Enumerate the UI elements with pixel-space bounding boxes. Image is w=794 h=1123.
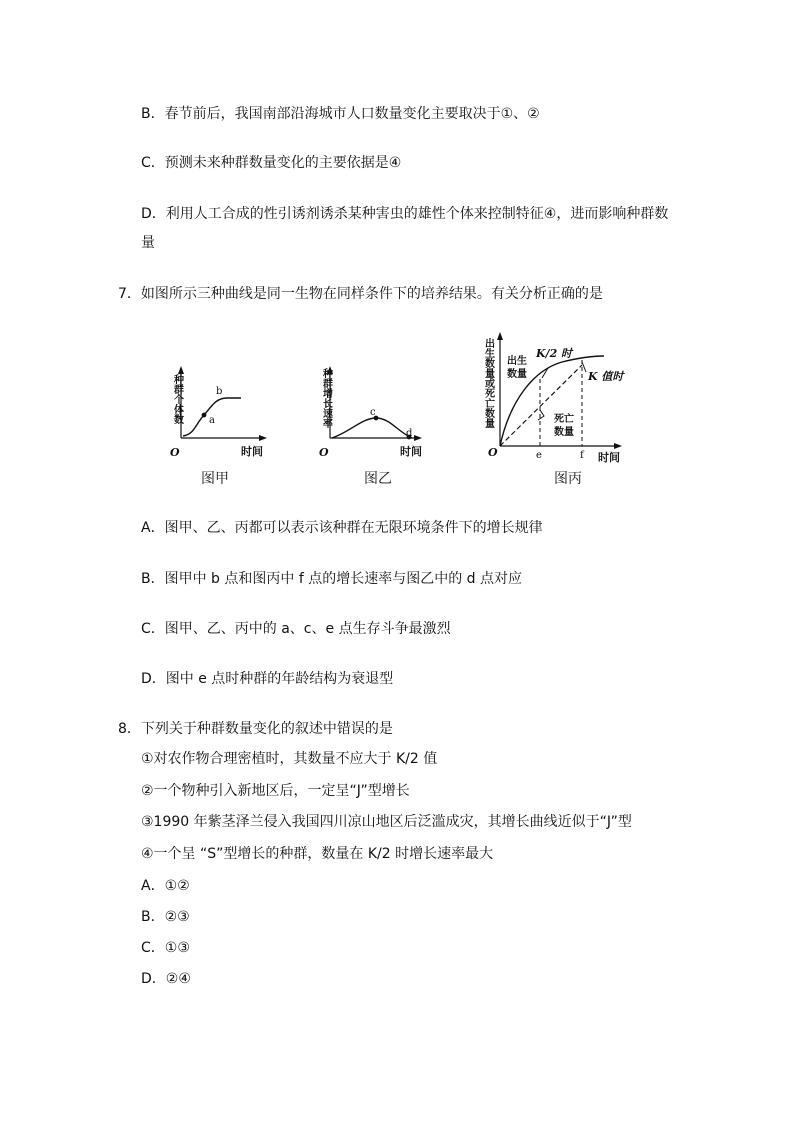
q8-option-c: C．①③ [141, 940, 190, 956]
bing-birth-label-1: 出生 [507, 356, 527, 367]
q7-option-c: C．图甲、乙、丙中的 a、c、e 点生存斗争最激烈 [141, 621, 451, 637]
bing-origin: O [488, 446, 498, 459]
bing-tick-f: f [580, 450, 584, 461]
q8-option-d: D．②④ [141, 971, 191, 987]
bing-k2-label: K/2 时 [536, 347, 573, 360]
yi-point-d-label: d [406, 428, 413, 439]
figure-bing [478, 330, 638, 490]
bing-x-label: 时间 [598, 451, 620, 464]
q6-option-c: C．预测未来种群数量变化的主要依据是④ [141, 155, 402, 171]
bing-k-label: K 值时 [588, 370, 624, 383]
bing-y-label: 出生数量或死亡数量 [482, 338, 494, 428]
jia-x-arrow [259, 435, 267, 441]
jia-origin: O [170, 446, 180, 459]
q6-option-d-line1: D．利用人工合成的性引诱剂诱杀某种害虫的雄性个体来控制特征④，进而影响种群数 [141, 206, 669, 222]
bing-death-pointer [538, 410, 544, 420]
q6-option-d-line2: 量 [141, 235, 155, 251]
jia-x-label: 时间 [241, 445, 263, 458]
q8-statement-3: ③1990 年紫茎泽兰侵入我国四川凉山地区后泛滥成灾，其增长曲线近似于“J”型 [141, 814, 632, 830]
bing-x-arrow [614, 443, 622, 449]
jia-y-arrow [178, 366, 184, 374]
q8-option-b: B．②③ [141, 909, 190, 925]
bing-y-arrow [497, 332, 503, 340]
bing-tick-e: e [536, 450, 542, 461]
jia-point-a-label: a [209, 415, 215, 426]
bing-k-pointer [582, 362, 586, 372]
yi-caption: 图乙 [364, 471, 392, 487]
yi-x-label: 时间 [400, 445, 422, 458]
q7-stem: 7．如图所示三种曲线是同一生物在同样条件下的培养结果。有关分析正确的是 [118, 286, 603, 302]
bing-birth-label-2: 数量 [507, 369, 527, 380]
yi-curve [332, 418, 412, 438]
yi-y-label: 种群增长速率 [320, 368, 332, 428]
q8-option-a: A．①② [141, 878, 190, 894]
q8-stem: 8．下列关于种群数量变化的叙述中错误的是 [118, 721, 393, 737]
bing-caption: 图丙 [554, 471, 582, 487]
jia-point-a [202, 413, 207, 418]
figure-yi [312, 360, 440, 488]
q7-option-d: D．图中 e 点时种群的年龄结构为衰退型 [141, 671, 394, 687]
bing-death-label-1: 死亡 [554, 414, 574, 425]
q8-statement-4: ④一个呈 “S”型增长的种群，数量在 K/2 时增长速率最大 [141, 846, 494, 862]
jia-y-label: 种群个体数 [171, 374, 183, 424]
q7-option-a: A．图甲、乙、丙都可以表示该种群在无限环境条件下的增长规律 [141, 520, 543, 536]
q8-statement-1: ①对农作物合理密植时，其数量不应大于 K/2 值 [141, 751, 438, 767]
q8-statement-2: ②一个物种引入新地区后，一定呈“J”型增长 [141, 783, 410, 799]
figure-jia [165, 360, 275, 488]
yi-x-arrow [414, 435, 422, 441]
jia-caption: 图甲 [201, 471, 229, 487]
yi-point-c-label: c [370, 407, 376, 418]
yi-origin: O [319, 446, 329, 459]
bing-death-label-2: 数量 [554, 427, 574, 438]
jia-point-b-label: b [216, 386, 223, 397]
q7-option-b: B．图甲中 b 点和图丙中 f 点的增长速率与图乙中的 d 点对应 [141, 571, 523, 587]
q6-option-b: B．春节前后，我国南部沿海城市人口数量变化主要取决于①、② [141, 106, 540, 122]
